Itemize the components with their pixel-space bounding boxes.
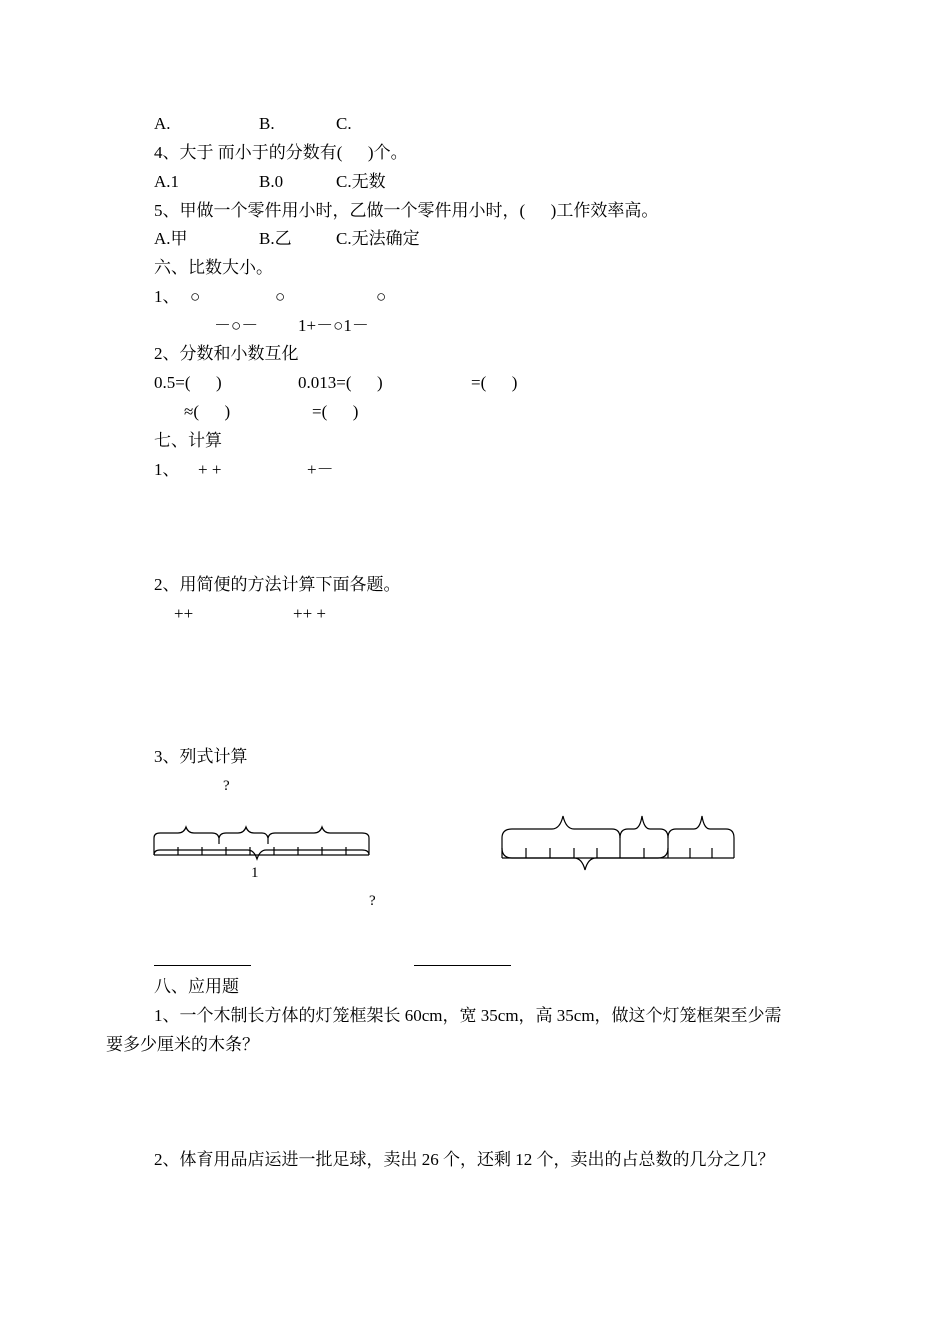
q5-option-a: A.甲 (154, 229, 188, 248)
compare-label: 1、 (154, 287, 180, 306)
calc-expr-1: + + (198, 460, 222, 479)
answer-line-1 (154, 965, 251, 966)
q5-stem: 5、甲做一个零件用小时，乙做一个零件用小时，( )工作效率高。 (154, 201, 659, 220)
simple-calc-title: 2、用简便的方法计算下面各题。 (154, 575, 401, 594)
word-problem-2: 2、体育用品店运进一批足球，卖出 26 个，还剩 12 个，卖出的占总数的几分之几？ (154, 1150, 775, 1169)
q4-option-a: A.1 (154, 172, 180, 191)
q4-stem: 4、大于 而小于的分数有( )个。 (154, 143, 408, 162)
section8-title: 八、应用题 (154, 977, 239, 996)
q3-option-c: C. (336, 114, 352, 133)
list-calc-title: 3、列式计算 (154, 747, 248, 766)
diagram1-unit-one: 1 (251, 865, 259, 881)
section7-title: 七、计算 (154, 431, 222, 450)
q4-option-c: C.无数 (336, 172, 386, 191)
convert-expr-5: =( ) (312, 402, 359, 421)
compare-circle-2: ○ (275, 287, 286, 306)
convert-expr-3: =( ) (471, 373, 518, 392)
convert-expr-2: 0.013=( ) (298, 373, 383, 392)
word-problem-1-line1: 1、一个木制长方体的灯笼框架长 60cm，宽 35cm，高 35cm，做这个灯笼框架至少需 (154, 1006, 782, 1025)
simple-calc-expr-1: ++ (174, 604, 194, 623)
compare-row2-a: －○－ (214, 316, 259, 335)
q3-option-a: A. (154, 114, 171, 133)
diagram2-question-mark: ? (369, 893, 376, 909)
simple-calc-expr-2: ++ + (293, 604, 327, 623)
compare-circle-1: ○ (190, 287, 201, 306)
convert-title: 2、分数和小数互化 (154, 344, 299, 363)
convert-expr-4: ≈( ) (184, 402, 231, 421)
segment-diagram-2 (498, 812, 738, 874)
compare-circle-3: ○ (376, 287, 387, 306)
calc-label: 1、 (154, 460, 180, 479)
calc-expr-2: +－ (307, 460, 334, 479)
word-problem-1-line2: 要多少厘米的木条？ (106, 1035, 259, 1054)
q4-option-b: B.0 (259, 172, 284, 191)
diagram1-question-mark: ? (223, 778, 230, 794)
q3-option-b: B. (259, 114, 275, 133)
section6-title: 六、比数大小。 (154, 258, 273, 277)
q5-option-c: C.无法确定 (336, 229, 420, 248)
q5-option-b: B.乙 (259, 229, 292, 248)
answer-line-2 (414, 965, 511, 966)
segment-diagram-1 (150, 822, 375, 862)
convert-expr-1: 0.5=( ) (154, 373, 222, 392)
compare-row2-b: 1+－○1－ (298, 316, 369, 335)
